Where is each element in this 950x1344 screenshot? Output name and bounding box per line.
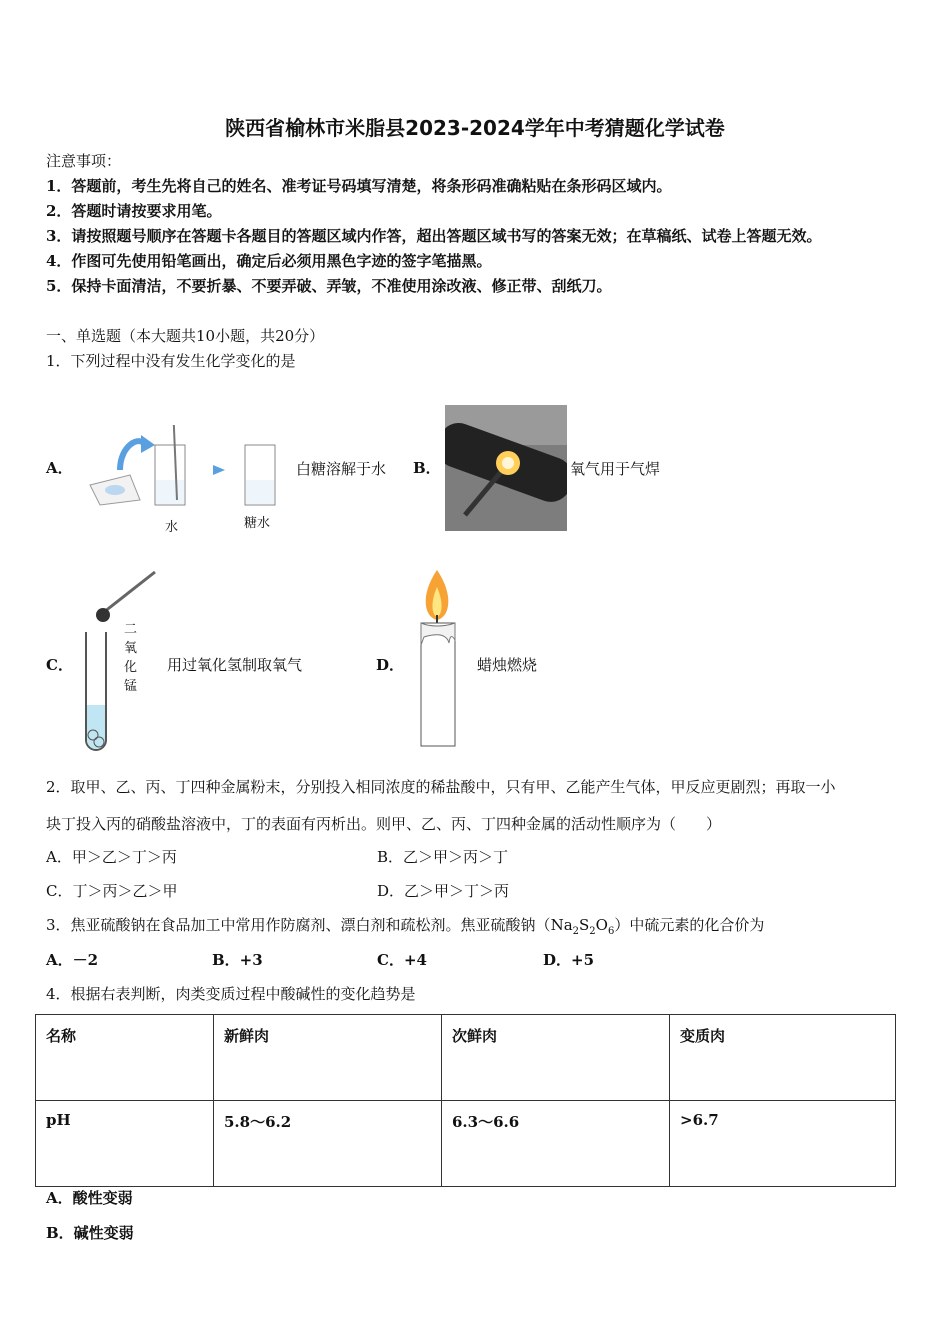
option-b-text: 氧气用于气焊 bbox=[570, 460, 661, 478]
question-2-stem-cont: 块丁投入丙的硝酸盐溶液中，丁的表面有丙析出。则甲、乙、丙、丁四种金属的活动性顺序为（ ） bbox=[46, 815, 722, 833]
sugar-water-caption: 糖水 bbox=[244, 516, 271, 531]
stem-part: 3．焦亚硫酸钠在食品加工中常用作防腐剂、漂白剂和疏松剂。焦亚硫酸钠（ bbox=[46, 916, 551, 934]
option-a-letter: A． bbox=[46, 459, 73, 477]
option-b: B．乙＞甲＞丙＞丁 bbox=[377, 848, 509, 866]
option-c-letter: C． bbox=[46, 656, 73, 674]
formula-sub: 6 bbox=[607, 926, 615, 937]
chemical-formula bbox=[550, 916, 615, 937]
table-row bbox=[36, 1101, 896, 1187]
formula-part: Na bbox=[550, 916, 573, 934]
table-cell: 变质肉 bbox=[670, 1015, 896, 1101]
formula-sub: 2 bbox=[589, 926, 596, 937]
notice-item: 2．答题时请按要求用笔。 bbox=[46, 202, 222, 220]
notice-item: 3．请按照题号顺序在答题卡各题目的答题区域内作答，超出答题区域书写的答案无效；在草稿纸、试卷上答题无效。 bbox=[46, 227, 822, 245]
option-b-letter: B． bbox=[413, 459, 441, 477]
manganese-dioxide-label bbox=[124, 620, 138, 696]
label-char: 锰 bbox=[124, 679, 138, 694]
label-char: 氧 bbox=[124, 641, 138, 656]
formula-part: S bbox=[579, 916, 590, 934]
label-char: 二 bbox=[124, 622, 138, 637]
option-a-text: 白糖溶解于水 bbox=[296, 460, 387, 478]
table-cell: 次鲜肉 bbox=[442, 1015, 670, 1101]
section-heading: 一、单选题（本大题共10小题，共20分） bbox=[46, 327, 325, 345]
option-c-text: 用过氧化氢制取氧气 bbox=[167, 656, 303, 674]
question-1-stem: 1．下列过程中没有发生化学变化的是 bbox=[46, 352, 296, 370]
option-c: C．丁＞丙＞乙＞甲 bbox=[46, 882, 178, 900]
notice-item: 4．作图可先使用铅笔画出，确定后必须用黑色字迹的签字笔描黑。 bbox=[46, 252, 492, 270]
ph-table bbox=[35, 1014, 896, 1187]
question-2-stem: 2．取甲、乙、丙、丁四种金属粉末，分别投入相同浓度的稀盐酸中，只有甲、乙能产生气体，甲反应更剧烈；再取一小 bbox=[46, 778, 836, 796]
page-title: 陕西省榆林市米脂县2023-2024学年中考猜题化学试卷 bbox=[225, 116, 725, 140]
option-b: B．碱性变弱 bbox=[46, 1224, 134, 1242]
table-cell: 新鲜肉 bbox=[214, 1015, 442, 1101]
label-char: 化 bbox=[124, 660, 138, 675]
formula-part: O bbox=[595, 916, 608, 934]
test-tube-illustration bbox=[80, 570, 160, 755]
option-d-text: 蜡烛燃烧 bbox=[477, 656, 538, 674]
notice-item: 1．答题前，考生先将自己的姓名、准考证号码填写清楚，将条形码准确粘贴在条形码区域内。 bbox=[46, 177, 672, 195]
table-header-row bbox=[36, 1015, 896, 1101]
candle-illustration bbox=[410, 565, 470, 750]
option-a: A．甲＞乙＞丁＞丙 bbox=[46, 848, 177, 866]
formula-sub: 2 bbox=[572, 926, 580, 937]
option-d: D．乙＞甲＞丁＞丙 bbox=[377, 882, 510, 900]
option-d: D．+5 bbox=[543, 951, 595, 969]
notice-heading: 注意事项： bbox=[46, 152, 122, 170]
notice-item: 5．保持卡面清洁，不要折暴、不要弄破、弄皱，不准使用涂改液、修正带、刮纸刀。 bbox=[46, 277, 612, 295]
option-c: C．+4 bbox=[377, 951, 427, 969]
option-a: A．酸性变弱 bbox=[46, 1189, 133, 1207]
water-caption: 水 bbox=[165, 520, 179, 535]
table-cell: 6.3～6.6 bbox=[442, 1101, 670, 1187]
gas-welding-photo bbox=[445, 405, 567, 531]
table-cell: >6.7 bbox=[670, 1101, 896, 1187]
option-b: B．+3 bbox=[212, 951, 263, 969]
option-a: A．－2 bbox=[46, 951, 99, 969]
table-cell: pH bbox=[36, 1101, 214, 1187]
option-d-letter: D． bbox=[376, 656, 405, 674]
question-4-stem: 4．根据右表判断，肉类变质过程中酸碱性的变化趋势是 bbox=[46, 985, 416, 1003]
table-cell: 5.8～6.2 bbox=[214, 1101, 442, 1187]
table-cell: 名称 bbox=[36, 1015, 214, 1101]
stem-part: ）中硫元素的化合价为 bbox=[614, 916, 765, 934]
question-3-stem bbox=[46, 915, 764, 942]
